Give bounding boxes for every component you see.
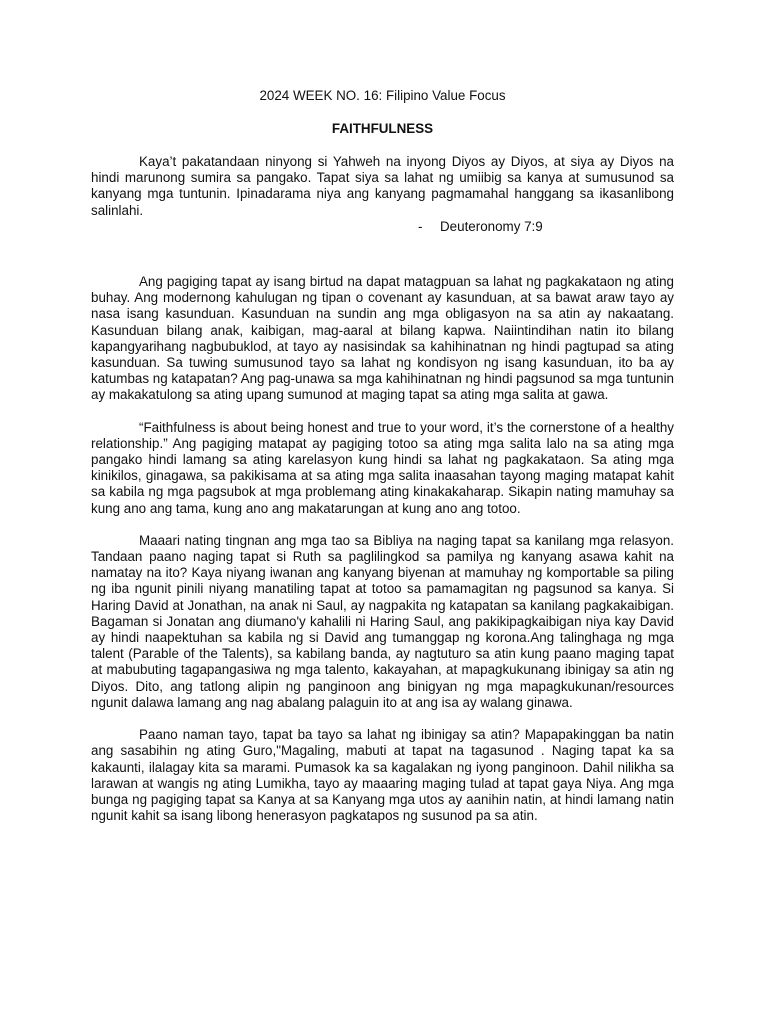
body-paragraph-4: Paano naman tayo, tapat ba tayo sa lahat ng ibinigay sa atin? Mapapakinggan ba natin ang sasabihin ng ating Guro,"Magaling, mabuti at tapat na tagasunod . Naging tapat ka sa kakaunti, ilalagay kita sa marami. Pumasok ka sa kagalakan ng iyong panginoon. Dahil nilikha sa larawan at wangis ng ating Lumikha, tayo ay maaaring maging tulad at tapat gaya Niya. Ang mga bunga ng pagiging tapat sa Kanya at sa Kanyang mga utos ay aanihin natin, at hindi lamang natin ngunit kahit sa isang libong henerasyon pagkatapos ng susunod pa sa atin. <box>91 727 674 824</box>
scripture-verse: Kaya’t pakatandaan ninyong si Yahweh na inyong Diyos ay Diyos, at siya ay Diyos na hindi marunong sumira sa pangako. Tapat siya sa lahat ng umiibig sa kanya at sumusunod sa kanyang mga tuntunin. Ipinadarama niya ang kanyang pagmamahal hanggang sa ikasanlibong salinlahi. <box>91 154 674 218</box>
document-title: FAITHFULNESS <box>331 121 434 136</box>
body-paragraph-3: Maaari nating tingnan ang mga tao sa Bibliya na naging tapat sa kanilang mga relasyon. Tandaan paano naging tapat si Ruth sa paglilingkod sa pamilya ng kanyang asawa kahit na namatay na ito? Kaya niyang iwanan ang kanyang biyenan at mamuhay ng komportable sa piling ng iba ngunit pinili niyang manatiling tapat at totoo sa pamamagitan ng pagsunod sa kanya. Si Haring David at Jonathan, na anak ni Saul, ay nagpakita ng katapatan sa kanilang pagkakaibigan. Bagaman si Jonatan ang diumano'y kahalili ni Haring Saul, ang pakikipagkaibigan niya kay David ay hindi naapektuhan sa kabila ng si David ang tumanggap ng korona.Ang talinghaga ng mga talent (Parable of the Talents), sa kabilang banda, ay nagtuturo sa atin kung paano maging tapat at mabubuting tagapangasiwa ng mga talento, kakayahan, at mapagkukunang ibinigay sa atin ng Diyos. Dito, ang tatlong alipin ng panginoon ang binigyan ng mga mapagkukunan/resources ngunit dalawa lamang ang nag abalang palaguin ito at ang isa ay walang ginawa. <box>91 532 674 710</box>
scripture-reference-line <box>91 219 674 235</box>
body-paragraph-1: Ang pagiging tapat ay isang birtud na dapat matagpuan sa lahat ng pagkakataon ng ating buhay. Ang modernong kahulugan ng tipan o covenant ay kasunduan, at sa bawat araw tayo ay nasa isang kasunduan. Kasunduan na sundin ang mga obligasyon na sa atin ay nakaatang. Kasunduan bilang anak, kaibigan, mag-aaral at bilang kapwa. Naiintindihan natin ito bilang kapangyarihang nagbubuklod, at tayo ay nasisindak sa kahihinatnan ng hindi pagtupad sa ating kasunduan. Sa tuwing sumusunod tayo sa lahat ng kondisyon ng isang kasunduan, ito ba ay katumbas ng katapatan? Ang pag-unawa sa mga kahihinatnan ng hindi pagsunod sa mga tuntunin ay makakatulong sa ating upang sumunod at maging tapat sa ating mga salita at gawa. <box>91 274 674 403</box>
document-header: 2024 WEEK NO. 16: Filipino Value Focus <box>259 88 506 103</box>
reference-dash: - <box>418 218 423 234</box>
body-paragraph-2: “Faithfulness is about being honest and true to your word, it’s the cornerstone of a healthy relationship.” Ang pagiging matapat ay pagiging totoo sa ating mga salita lalo na sa ating mga pangako hindi lamang sa ating karelasyon kung hindi sa lahat ng pagkakataon. Sa ating mga kinikilos, ginagawa, sa pakikisama at sa ating mga salita inaasahan tayong maging matapat kahit sa kabila ng mga pagsubok at mga problemang ating kinakakaharap. Sikapin nating mamuhay sa kung ano ang tama, kung ano ang makatarungan at kung ano ang totoo. <box>91 419 674 516</box>
scripture-reference: Deuteronomy 7:9 <box>440 218 543 234</box>
